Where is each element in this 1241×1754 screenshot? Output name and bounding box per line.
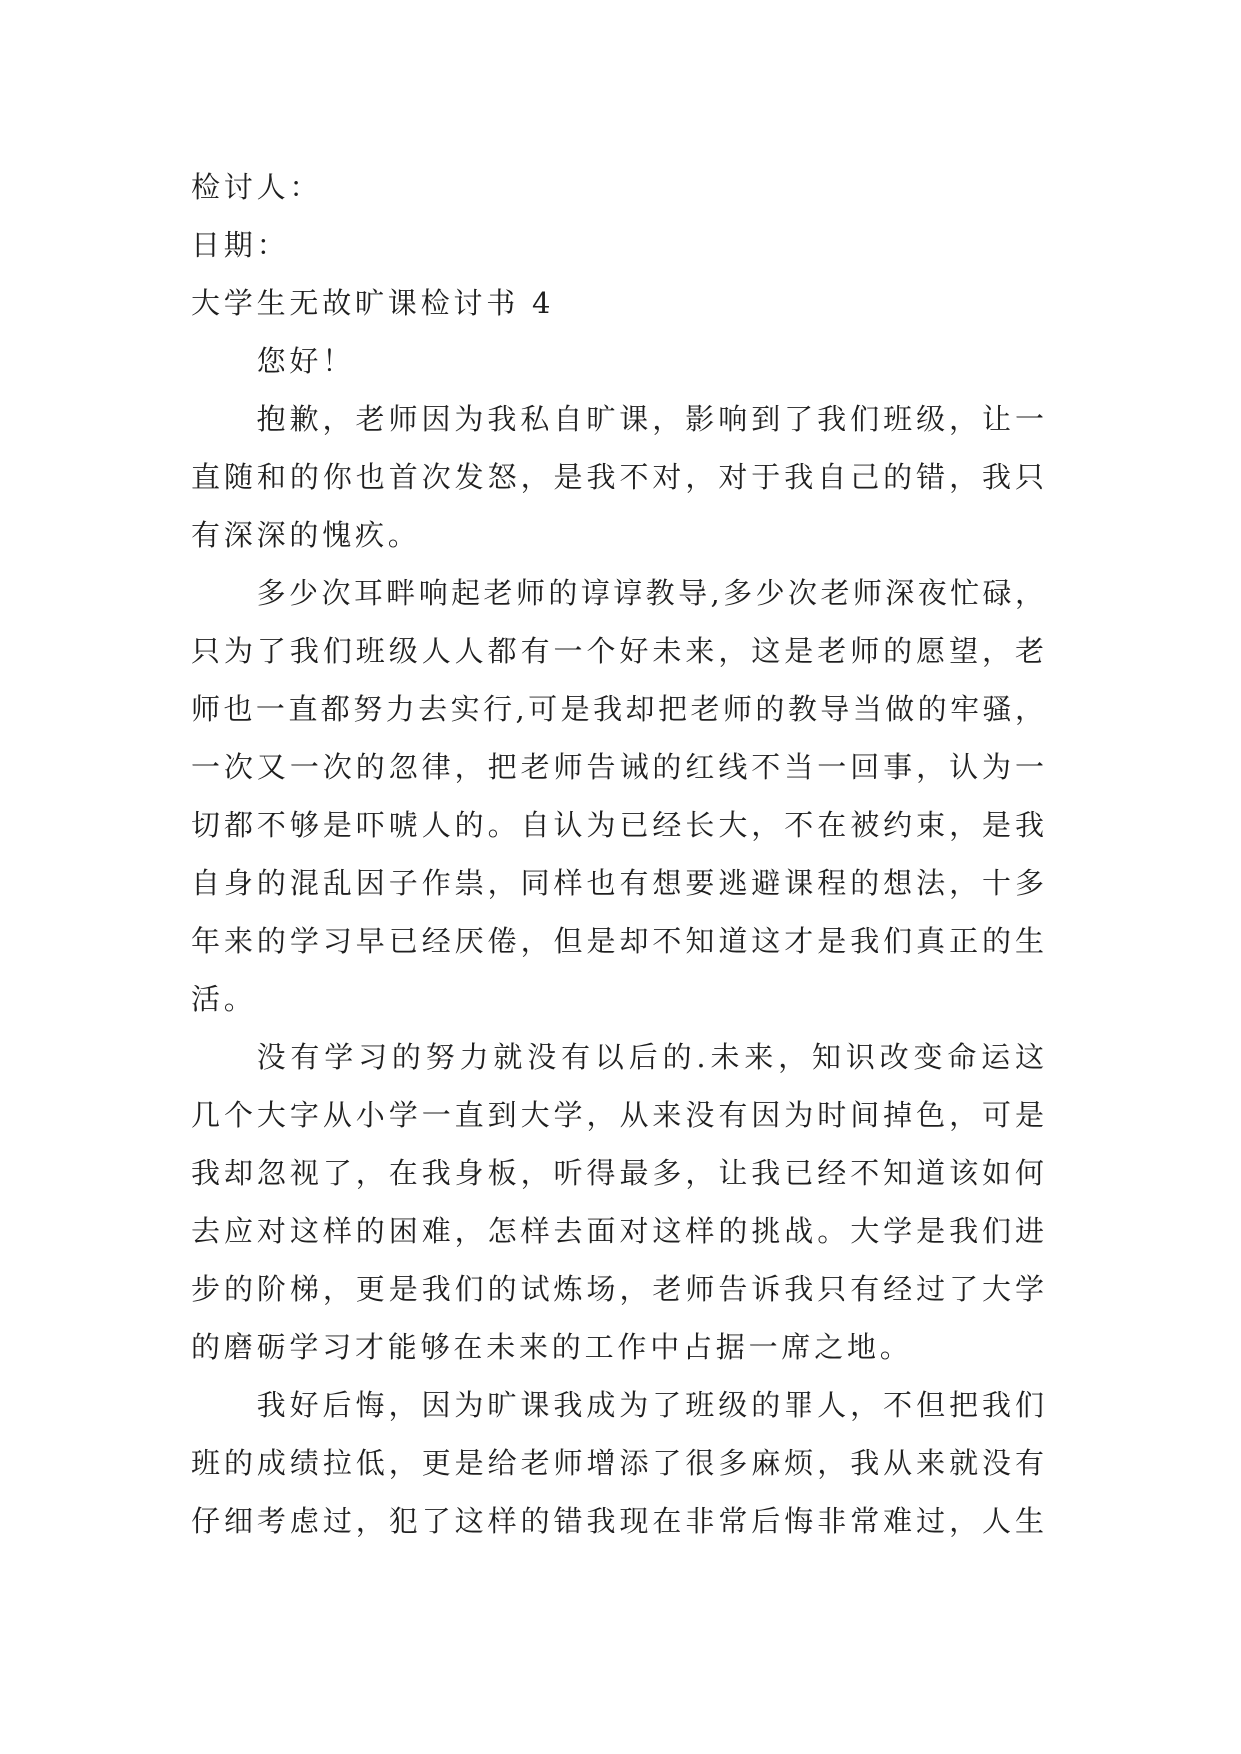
- paragraph-line: 班的成绩拉低，更是给老师增添了很多麻烦，我从来就没有: [191, 1446, 1044, 1480]
- reviewer-label: 检讨人：: [191, 170, 323, 204]
- paragraph-line: 抱歉，老师因为我私自旷课，影响到了我们班级，让一: [256, 402, 1044, 436]
- paragraph: [191, 1028, 1044, 1376]
- paragraph-line: 有深深的愧疚。: [191, 518, 421, 552]
- greeting: 您好！: [256, 344, 355, 378]
- paragraph: [191, 390, 1044, 564]
- paragraph-line: 我却忽视了，在我身板，听得最多，让我已经不知道该如何: [191, 1156, 1044, 1190]
- paragraph-line: 没有学习的努力就没有以后的.未来，知识改变命运这: [256, 1040, 1044, 1074]
- paragraph-line: 活。: [191, 982, 257, 1016]
- paragraph: [191, 1376, 1044, 1550]
- paragraph-line: 自身的混乱因子作祟，同样也有想要逃避课程的想法，十多: [191, 866, 1044, 900]
- paragraph-line: 我好后悔，因为旷课我成为了班级的罪人，不但把我们: [256, 1388, 1044, 1422]
- paragraph-line: 师也一直都努力去实行,可是我却把老师的教导当做的牢骚，: [191, 692, 1044, 726]
- paragraph-line: 切都不够是吓唬人的。自认为已经长大，不在被约束，是我: [191, 808, 1044, 842]
- paragraph-line: 去应对这样的困难，怎样去面对这样的挑战。大学是我们进: [191, 1214, 1044, 1248]
- paragraph-line: 几个大字从小学一直到大学，从来没有因为时间掉色，可是: [191, 1098, 1044, 1132]
- paragraph-line: 只为了我们班级人人都有一个好未来，这是老师的愿望，老: [191, 634, 1044, 668]
- date-label: 日期：: [191, 228, 290, 262]
- paragraph-line: 仔细考虑过，犯了这样的错我现在非常后悔非常难过，人生: [191, 1504, 1044, 1538]
- paragraph-line: 年来的学习早已经厌倦，但是却不知道这才是我们真正的生: [191, 924, 1044, 958]
- paragraph-line: 多少次耳畔响起老师的谆谆教导,多少次老师深夜忙碌，: [256, 576, 1044, 610]
- document-body: [191, 158, 1044, 1550]
- paragraph-line: 的磨砺学习才能够在未来的工作中占据一席之地。: [191, 1330, 913, 1364]
- paragraph: [191, 564, 1044, 1028]
- paragraph-line: 步的阶梯，更是我们的试炼场，老师告诉我只有经过了大学: [191, 1272, 1044, 1306]
- document-title: 大学生无故旷课检讨书 4: [191, 286, 555, 320]
- paragraph-line: 直随和的你也首次发怒，是我不对，对于我自己的错，我只: [191, 460, 1044, 494]
- paragraph-line: 一次又一次的忽律，把老师告诫的红线不当一回事，认为一: [191, 750, 1044, 784]
